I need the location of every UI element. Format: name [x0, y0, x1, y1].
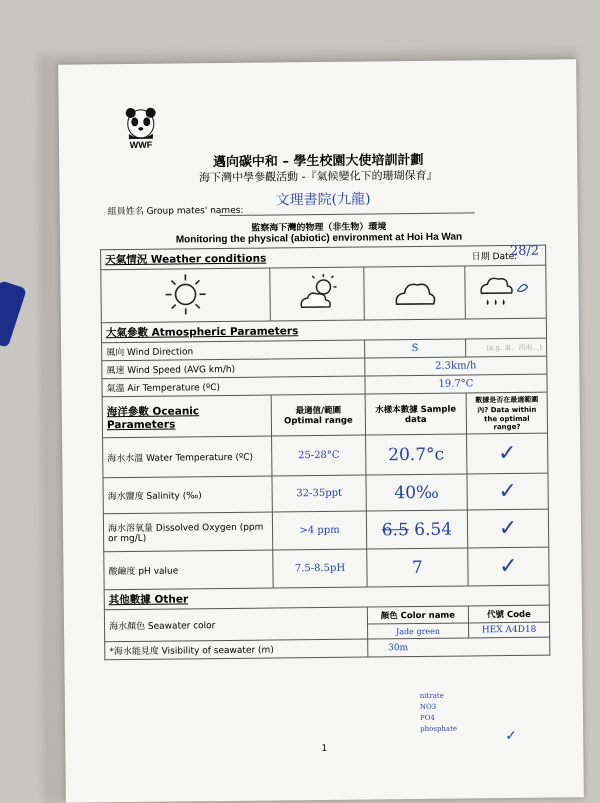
monitor-title-en: Monitoring the physical (abiotic) environment at Hoi Ha Wan: [60, 230, 578, 246]
dissolved-oxygen-sample-cell[interactable]: [366, 510, 468, 549]
wind-direction-value[interactable]: S: [364, 339, 465, 358]
visibility-label: *海水能見度 Visibility of seawater (m): [105, 639, 368, 660]
within-range-header: 數據是否在最適範圍內? Data within the optimal range?: [466, 392, 547, 434]
date-value[interactable]: 28/2: [510, 244, 539, 259]
ph-check[interactable]: ✓: [468, 547, 549, 586]
salinity-label: 海水鹽度 Salinity (‰): [103, 476, 273, 514]
weather-option-sunny[interactable]: [101, 268, 271, 323]
page-number: 1: [65, 741, 583, 756]
salinity-sample[interactable]: 40‰: [366, 474, 468, 511]
optimal-range-header: 最適值/範圍 Optimal range: [271, 394, 365, 436]
wwf-logo: [121, 106, 161, 150]
note-line: nitrate: [420, 690, 470, 702]
note-line: PO4: [420, 712, 470, 724]
group-value[interactable]: 文理書院(九龍): [275, 188, 370, 209]
visibility-value[interactable]: 30m: [368, 637, 550, 657]
date-label: 日期 Date:: [472, 249, 518, 262]
wind-speed-label: 風速 Wind Speed (AVG km/h): [102, 358, 365, 379]
water-temperature-sample[interactable]: 20.7°c: [365, 434, 467, 475]
cloudy-icon: [384, 267, 444, 316]
color-code-value[interactable]: HEX A4D18: [469, 622, 550, 638]
group-input-line: [220, 212, 475, 216]
color-name-value[interactable]: Jade green: [367, 623, 468, 639]
corner-mark: ✓: [505, 728, 517, 744]
note-line: NO3: [420, 701, 470, 713]
rain-icon: [465, 266, 545, 315]
weather-option-partly-cloudy[interactable]: [270, 267, 364, 321]
note-line: phosphate: [420, 723, 470, 735]
table-row: [103, 433, 548, 478]
salinity-optimal[interactable]: 32-35ppt: [272, 475, 366, 512]
table-row: [105, 637, 550, 660]
pen: [0, 280, 27, 348]
dissolved-oxygen-label: 海水溶氧量 Dissolved Oxygen (ppm or mg/L): [103, 512, 273, 552]
group-label: 組員姓名 Group mates' names:: [108, 203, 244, 217]
dissolved-oxygen-check[interactable]: ✓: [467, 509, 548, 548]
air-temperature-value[interactable]: 19.7°C: [365, 374, 547, 394]
monitor-title-zh: 監察海下灣的物理（非生物）環境: [60, 217, 578, 235]
seawater-color-label: 海水顏色 Seawater color: [104, 607, 367, 642]
table-row: [103, 473, 548, 514]
other-title: 其他數據 Other: [109, 593, 189, 606]
table-row: [103, 509, 548, 552]
wind-speed-value[interactable]: 2.3km/h: [365, 356, 547, 376]
dissolved-oxygen-sample-crossed: 6.5: [382, 520, 409, 540]
atmospheric-title: 大氣參數 Atmospheric Parameters: [106, 325, 298, 339]
weather-option-cloudy[interactable]: [364, 266, 466, 320]
dissolved-oxygen-sample: 6.54: [414, 519, 452, 539]
handwritten-notes: [420, 690, 470, 735]
wind-direction-hint: (e.g. 東、西南…): [466, 338, 547, 357]
worksheet-paper: [58, 59, 584, 802]
air-temperature-label: 氣溫 Air Temperature (ºC): [102, 376, 365, 397]
water-temperature-label: 海水水溫 Water Temperature (ºC): [103, 436, 273, 478]
salinity-check[interactable]: ✓: [467, 473, 548, 510]
page-title: 邁向碳中和 – 學生校園大使培訓計劃: [59, 147, 577, 171]
sunny-icon: [155, 270, 215, 319]
color-name-header: 顏色 Color name: [367, 606, 468, 624]
oceanic-header: [102, 395, 272, 438]
logo-text: WWF: [121, 140, 161, 150]
wind-direction-label: 風向 Wind Direction: [102, 340, 365, 361]
partly-cloudy-icon: [287, 268, 347, 317]
color-code-header: 代號 Code: [468, 605, 549, 623]
data-table: [100, 245, 550, 661]
ph-optimal[interactable]: 7.5-8.5pH: [273, 549, 367, 588]
sample-data-header: 水樣本數據 Sample data: [365, 393, 467, 435]
water-temperature-optimal[interactable]: 25-28°C: [272, 435, 366, 476]
oceanic-title: 海洋參數 Oceanic Parameters: [107, 405, 199, 431]
weather-option-rain[interactable]: [465, 265, 547, 319]
weather-title: 天氣情況 Weather conditions: [105, 253, 266, 267]
ph-sample[interactable]: 7: [367, 548, 469, 587]
dissolved-oxygen-optimal[interactable]: >4 ppm: [273, 511, 367, 550]
table-row: [104, 547, 549, 590]
panda-icon: [121, 106, 161, 140]
page-subtitle: 海下灣中學參觀活動 -『氣候變化下的珊瑚保育』: [59, 165, 577, 186]
water-temperature-check[interactable]: ✓: [467, 433, 548, 474]
ph-label: 酸鹼度 pH value: [104, 550, 274, 590]
